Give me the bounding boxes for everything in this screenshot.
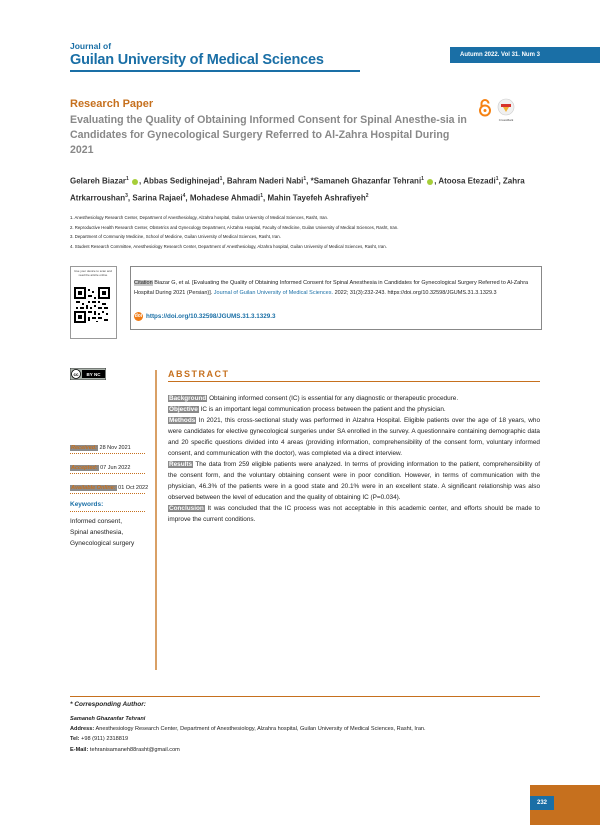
online-date: 01 Oct 2022	[118, 485, 149, 491]
author-name: Abbas Sedighinejad	[143, 176, 220, 186]
accepted-label: Accepted:	[71, 465, 98, 471]
journal-name-line1: Journal of	[70, 41, 112, 51]
journal-name-line2: Guilan University of Medical Sciences	[70, 52, 324, 68]
paper-title: Evaluating the Quality of Obtaining Informed Consent for Spinal Anesthe-sia in Candidates for Gynecological Surgery Referred to Al-Zahra Hospital During 2021	[70, 114, 467, 156]
background-label: Background	[169, 395, 207, 402]
qr-caption: Use your device to scan and read the article online	[74, 269, 112, 277]
author-name: Mahin Tayefeh Ashrafiyeh	[267, 193, 366, 203]
corresponding-email[interactable]: tehranisamaneh88rasht@gmail.com	[89, 746, 180, 753]
open-access-icon	[478, 99, 492, 117]
column-divider	[155, 370, 157, 670]
corresponding-address: Anesthesiology Research Center, Department of Anesthesiology, Alzahra hospital, Guilan University of Medical Sciences, Rasht, Iran.	[95, 726, 426, 733]
journal-link[interactable]: Journal of Guilan University of Medical Sciences.	[213, 290, 334, 296]
conclusion-label: Conclusion	[169, 505, 204, 512]
online-label: Available Online:	[71, 485, 116, 491]
paper-type-label: Research Paper	[70, 98, 154, 110]
author-name: Gelareh Biazar	[70, 176, 127, 186]
header-divider	[70, 70, 360, 72]
doi-link[interactable]: https://doi.org/10.32598/JGUMS.31.3.1329.3	[146, 313, 276, 321]
received-label: Received:	[71, 445, 97, 451]
abstract-body: Background Obtaining informed consent (IC) is essential for any diagnostic or therapeutic procedure. Objective IC is an important legal communication process between the patient and the physician. Methods In 2021, this cross-sectional study was performed in Alzahra Hospital. Eligible patients over the age of 18 years, who were candidates for elective gynecological surgeries under SA enrolled in the survey. A questionnaire containing demographic data and 20 specific questions divided into 4 areas (providing information, comprehensibility of the consent form, voluntary informed consent, and communication with the doctor), was completed via a direct interview. Results The data from 259 eligible patients were analyzed. In terms of providing information to the patient, comprehensibility of the consent form, and the voluntary obtaining consent were in poor condition. However, in terms of communication with the physician, 46.3% of the patients were in a good state and 20.1% were in an excellent state. A significant relationship was also observed between the level of education and the quality of obtaining IC (P=0.034). Conclusion It was concluded that the IC process was not acceptable in this academic center, and efforts should be made to improve the current conditions.	[168, 395, 541, 523]
author-name: Atoosa Etezadi	[438, 176, 496, 186]
author-name: Zahra Atrkarroushan	[70, 176, 525, 203]
issue-badge: Autumn 2022. Vol 31. Num 3	[450, 47, 600, 63]
author-name: Bahram Naderi Nabi	[226, 176, 304, 186]
affiliation-item: 3. Department of Community Medicine, School of Medicine, Guilan University of Medical Sciences, Rasht, Iran.	[70, 234, 281, 240]
results-label: Results	[169, 461, 193, 468]
keyword-item: Spinal anesthesia,	[70, 529, 124, 536]
orcid-icon[interactable]	[132, 179, 138, 185]
received-date: 28 Nov 2021	[99, 445, 131, 451]
author-name: Mohadese Ahmadi	[189, 193, 261, 203]
keywords-list	[70, 516, 150, 549]
keyword-item: Informed consent,	[70, 518, 123, 525]
keyword-item: Gynecological surgery	[70, 540, 135, 547]
orcid-icon[interactable]	[427, 179, 433, 185]
affiliation-item: 2. Reproductive Health Research Center, Obstetrics and Gynecology Department, Al-Zahra Hospital, Faculty of Medicine, Guilan University of Medical Sciences, Rasht, Iran.	[70, 224, 399, 230]
doi-row	[134, 312, 276, 321]
author-name: Sarina Rajaei	[132, 193, 183, 203]
doi-icon: doi	[134, 313, 143, 319]
accepted-date: 07 Jun 2022	[100, 465, 131, 471]
citation-text: Citation Biazar G, et al. [Evaluating the Quality of Obtaining Informed Consent for Spinal Anesthesia in Candidates for Gynecological Surgery Referred to Al-Zahra Hospital During 2021 (Persian)]. Journal of Guilan University of Medical Sciences. 2022; 31(3):232-243. https://doi.org/10.32598/JGUMS.31.3.1329.3	[134, 280, 529, 296]
cc-license-icon[interactable]	[70, 368, 106, 380]
abstract-heading: ABSTRACT	[168, 369, 230, 379]
author-list: Gelareh Biazar$^1$ , Abbas Sedighinejad$^1$, Bahram Naderi Nabi$^1$, *Samaneh Ghazanfar Tehrani$^1$ , Atoosa Etezadi$^1$, Zahra Atrkarroushan$^3$, Sarina Rajaei$^4$, Mohadese Ahmadi$^1$, Mahin Tayefeh Ashrafiyeh$^2$	[70, 176, 525, 203]
svg-text:CrossMark: CrossMark	[498, 118, 514, 122]
corresponding-heading: * Corresponding Author:	[70, 701, 146, 708]
author-name: *Samaneh Ghazanfar Tehrani	[310, 176, 422, 186]
citation-label: Citation	[134, 280, 153, 286]
affiliation-item: 1. Anesthesiology Research Center, Department of Anesthesiology, Alzahra hospital, Guilan University of Medical Sciences, Rasht, Iran.	[70, 215, 329, 220]
svg-text:cc: cc	[73, 371, 79, 377]
footer-divider	[70, 696, 540, 697]
crossmark-icon[interactable]	[497, 98, 515, 124]
affiliations	[70, 213, 540, 252]
keywords-label: Keywords:	[70, 501, 104, 508]
corresponding-name: Samaneh Ghazanfar Tehrani	[70, 716, 146, 722]
svg-text:BY NC: BY NC	[86, 371, 101, 377]
abstract-divider	[168, 381, 540, 382]
objective-label: Objective	[169, 406, 198, 413]
article-dates	[70, 443, 148, 503]
page-number: 232	[530, 796, 554, 810]
affiliation-item: 4. Student Research Committee, Anesthesiology Research Center, Department of Anesthesiology, Alzahra hospital, Guilan University of Medical Sciences, Rasht, Iran.	[70, 244, 387, 250]
qr-code-icon[interactable]	[74, 287, 110, 323]
keywords-divider	[70, 511, 145, 512]
methods-label: Methods	[169, 417, 196, 424]
corresponding-tel: +98 (911) 2318819	[81, 736, 129, 743]
corresponding-details: Samaneh Ghazanfar Tehrani Address: Anesthesiology Research Center, Department of Anesthesiology, Alzahra hospital, Guilan University of Medical Sciences, Rasht, Iran. Tel: +98 (911) 2318819 E-Mail: tehranisamaneh88rasht@gmail.com	[70, 714, 540, 755]
